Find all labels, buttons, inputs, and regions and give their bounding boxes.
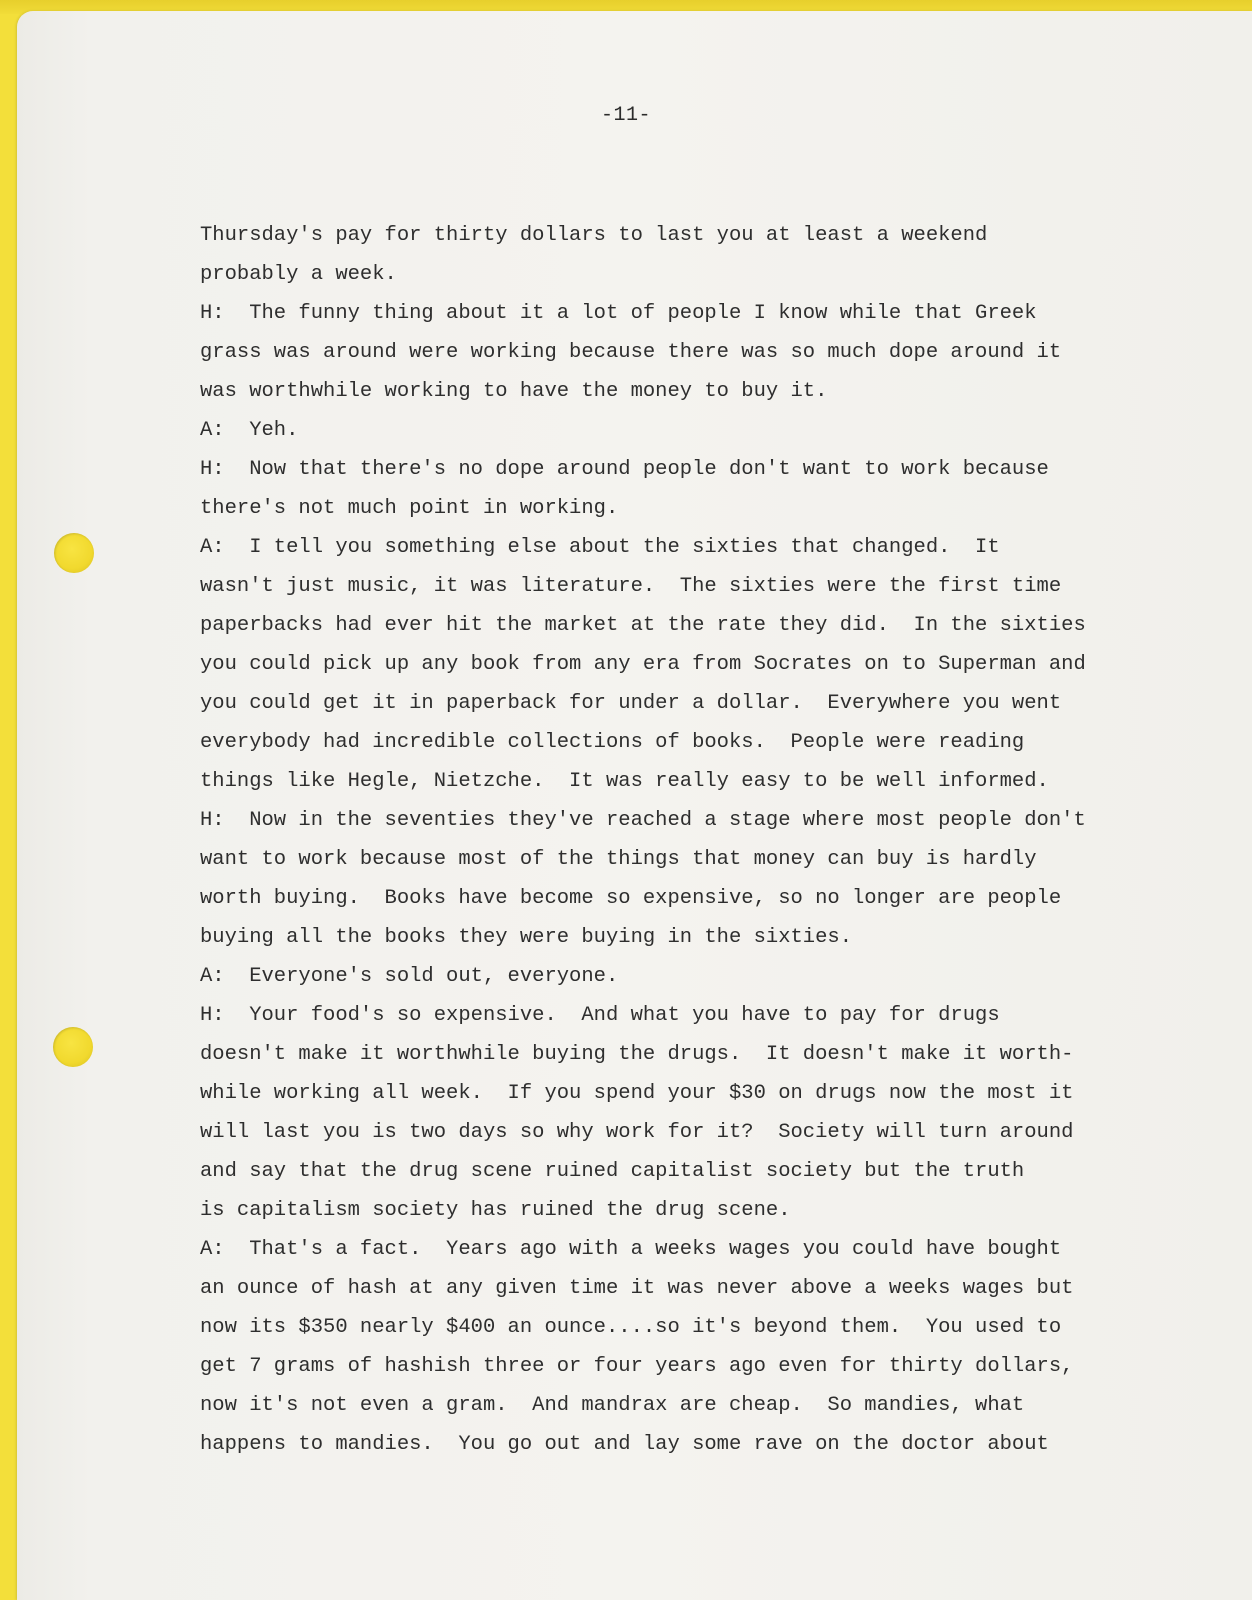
transcript-body (200, 216, 1160, 1464)
transcript-line: doesn't make it worthwhile buying the drugs. It doesn't make it worth- (200, 1043, 1074, 1066)
transcript-line: A: Yeh. (200, 419, 299, 442)
punch-hole-bottom (53, 1027, 93, 1067)
transcript-line: want to work because most of the things that money can buy is hardly (200, 848, 1037, 871)
transcript-line: while working all week. If you spend your $30 on drugs now the most it (200, 1082, 1074, 1105)
transcript-line: H: Now that there's no dope around people don't want to work because (200, 458, 1049, 481)
transcript-line: probably a week. (200, 263, 397, 286)
page-number: -11- (600, 104, 651, 127)
transcript-line: is capitalism society has ruined the drug scene. (200, 1199, 791, 1222)
transcript-line: now its $350 nearly $400 an ounce....so it's beyond them. You used to (200, 1316, 1062, 1339)
transcript-line: A: Everyone's sold out, everyone. (200, 965, 619, 988)
transcript-line: get 7 grams of hashish three or four years ago even for thirty dollars, (200, 1355, 1074, 1378)
transcript-line: worth buying. Books have become so expensive, so no longer are people (200, 887, 1062, 910)
transcript-line: everybody had incredible collections of books. People were reading (200, 731, 1025, 754)
transcript-line: paperbacks had ever hit the market at the rate they did. In the sixties (200, 614, 1086, 637)
transcript-line: A: That's a fact. Years ago with a weeks wages you could have bought (200, 1238, 1062, 1261)
transcript-line: things like Hegle, Nietzche. It was really easy to be well informed. (200, 770, 1049, 793)
transcript-line: H: The funny thing about it a lot of people I know while that Greek (200, 302, 1037, 325)
transcript-line: and say that the drug scene ruined capitalist society but the truth (200, 1160, 1025, 1183)
transcript-line: an ounce of hash at any given time it was never above a weeks wages but (200, 1277, 1074, 1300)
transcript-line: H: Your food's so expensive. And what you have to pay for drugs (200, 1004, 1000, 1027)
transcript-line: you could get it in paperback for under a dollar. Everywhere you went (200, 692, 1062, 715)
transcript-line: A: I tell you something else about the sixties that changed. It (200, 536, 1000, 559)
transcript-line: H: Now in the seventies they've reached a stage where most people don't (200, 809, 1086, 832)
transcript-line: there's not much point in working. (200, 497, 619, 520)
transcript-line: was worthwhile working to have the money to buy it. (200, 380, 828, 403)
transcript-line: will last you is two days so why work for it? Society will turn around (200, 1121, 1074, 1144)
punch-hole-top (54, 533, 94, 573)
transcript-line: happens to mandies. You go out and lay some rave on the doctor about (200, 1433, 1049, 1456)
transcript-line: now it's not even a gram. And mandrax are cheap. So mandies, what (200, 1394, 1025, 1417)
transcript-line: you could pick up any book from any era from Socrates on to Superman and (200, 653, 1086, 676)
transcript-line: Thursday's pay for thirty dollars to last you at least a weekend (200, 224, 988, 247)
transcript-line: grass was around were working because there was so much dope around it (200, 341, 1062, 364)
transcript-line: wasn't just music, it was literature. The sixties were the first time (200, 575, 1062, 598)
transcript-line: buying all the books they were buying in the sixties. (200, 926, 853, 949)
